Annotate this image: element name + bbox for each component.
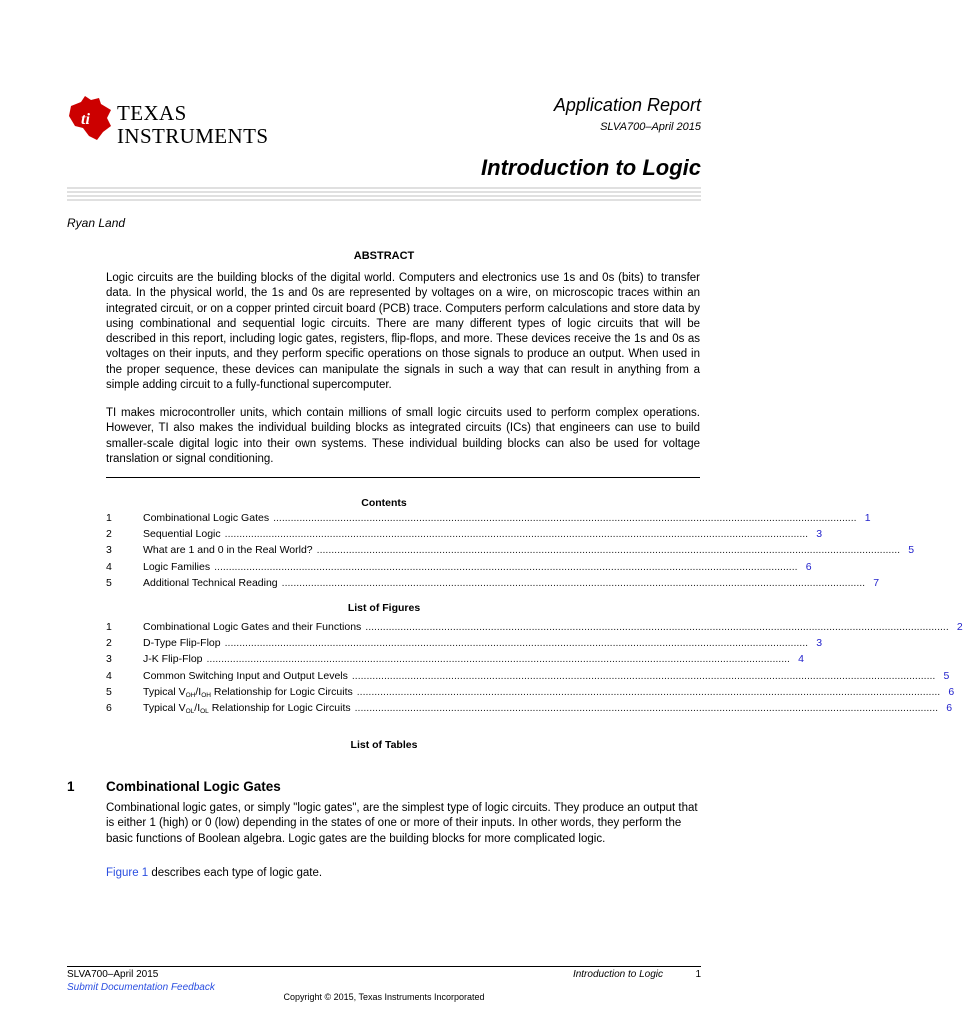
figure-item-label: J-K Flip-Flop <box>143 653 203 666</box>
tables-heading: List of Tables <box>350 739 418 751</box>
toc-item[interactable] <box>106 528 823 544</box>
toc-leader: ........................................................................................................................................................................................................ <box>281 576 866 589</box>
figure-item[interactable] <box>106 701 953 718</box>
figure-item-number: 1 <box>106 621 112 633</box>
figure-item-label: Common Switching Input and Output Levels <box>143 669 348 682</box>
toc-item-number: 1 <box>106 512 112 524</box>
divider <box>106 477 700 478</box>
toc-item-number: 2 <box>106 528 112 541</box>
label-subscript: OH <box>185 691 196 699</box>
doc-type: Application Report <box>553 95 701 115</box>
toc-item-label: Additional Technical Reading <box>143 576 278 589</box>
footer-title: Introduction to Logic <box>572 969 663 980</box>
section-title: Combinational Logic Gates <box>106 779 281 794</box>
toc-leader: ........................................................................................................................................................................................................ <box>356 685 941 698</box>
footer-page-number: 1 <box>695 969 701 980</box>
label-part: Typical V <box>143 701 186 714</box>
figure-item-page-link[interactable]: 4 <box>798 653 804 666</box>
figure-item-label: D-Type Flip-Flop <box>143 637 221 650</box>
toc-item-page-link[interactable]: 1 <box>864 512 871 524</box>
figures-heading: List of Figures <box>347 602 421 614</box>
toc-item[interactable] <box>106 544 915 560</box>
figure-link[interactable]: Figure 1 <box>106 867 149 879</box>
section-paragraph-1: Combinational logic gates, or simply "logic gates", are the simplest type of logic circuits. They produce an output that is either 1 (high) or 0 (low) depending in the states of one or more of their inputs. In other words, they perform the basic functions of Boolean algebra. Logic gates are the building blocks for more complicated logic. <box>106 802 698 845</box>
toc-item-page-link[interactable]: 5 <box>908 544 915 557</box>
abstract-paragraph-2: TI makes microcontroller units, which contain millions of small logic circuits used to perform complex operations. However, TI also makes the individual building blocks as integrated circuits (ICs) that engineers can use to build smaller-scale digital logic into their own systems. These individual building blocks can also be used for voltage translation or signal conditioning. <box>106 407 700 465</box>
label-part: /I <box>194 701 201 714</box>
toc-leader: ........................................................................................................................................................................................................ <box>365 621 949 633</box>
toc-item-label: Logic Families <box>143 560 211 573</box>
brand-line-1: TEXAS <box>117 101 187 125</box>
figure-item-number: 3 <box>106 653 112 666</box>
figure-item-label <box>143 702 351 715</box>
toc-leader: ........................................................................................................................................................................................................ <box>224 528 809 541</box>
section-paragraph-2-text: describes each type of logic gate. <box>148 867 323 879</box>
toc-item-number: 5 <box>106 576 112 589</box>
toc-item[interactable] <box>106 512 871 528</box>
section-paragraph-2 <box>106 867 322 879</box>
figure-item-label <box>143 686 353 699</box>
figures-list <box>106 621 963 718</box>
figure-item[interactable] <box>106 653 804 669</box>
figure-item[interactable] <box>106 637 823 653</box>
figure-item[interactable] <box>106 685 955 702</box>
figure-item-number: 2 <box>106 637 112 650</box>
toc-item-page-link[interactable]: 7 <box>873 576 880 589</box>
toc-item-page-link[interactable]: 6 <box>805 560 812 573</box>
doc-id: SLVA700–April 2015 <box>600 121 701 133</box>
ti-logo-icon <box>67 96 115 140</box>
figure-item-page-link[interactable]: 3 <box>816 637 823 650</box>
contents-list <box>106 512 915 593</box>
toc-item-label: Sequential Logic <box>143 528 221 541</box>
toc-leader: ........................................................................................................................................................................................................ <box>316 544 901 557</box>
figure-item-number: 4 <box>106 669 112 682</box>
section-number: 1 <box>67 779 75 794</box>
figure-item-label: Combinational Logic Gates and their Functions <box>143 621 362 633</box>
figure-item-page-link[interactable]: 2 <box>956 621 963 633</box>
figure-item-number: 6 <box>106 701 112 714</box>
toc-item-label: Combinational Logic Gates <box>143 512 270 524</box>
label-subscript: OH <box>201 691 211 699</box>
figure-item-page-link[interactable]: 6 <box>948 685 955 698</box>
toc-item-number: 3 <box>106 544 112 557</box>
toc-item-page-link[interactable]: 3 <box>816 528 823 541</box>
footer-doc-id: SLVA700–April 2015 <box>67 969 159 980</box>
toc-leader: ........................................................................................................................................................................................................ <box>351 669 936 682</box>
figure-item-number: 5 <box>106 685 112 698</box>
toc-item-label: What are 1 and 0 in the Real World? <box>143 544 313 557</box>
svg-text:ti: ti <box>81 111 90 128</box>
toc-item[interactable] <box>106 560 812 577</box>
toc-leader: ........................................................................................................................................................................................................ <box>224 637 809 650</box>
figure-item-page-link[interactable]: 5 <box>943 669 950 682</box>
label-part: Relationship for Logic Circuits <box>210 685 353 698</box>
brand-line-2: INSTRUMENTS <box>117 124 269 148</box>
toc-leader: ........................................................................................................................................................................................................ <box>214 560 798 573</box>
figure-item[interactable] <box>106 669 950 686</box>
toc-leader: ........................................................................................................................................................................................................ <box>206 653 790 666</box>
abstract-heading: ABSTRACT <box>353 250 415 262</box>
author: Ryan Land <box>67 216 126 230</box>
label-subscript: OL <box>185 707 195 715</box>
figure-item-page-link[interactable]: 6 <box>946 701 953 714</box>
page-title: Introduction to Logic <box>481 155 701 180</box>
toc-leader: ........................................................................................................................................................................................................ <box>354 701 939 714</box>
toc-item[interactable] <box>106 576 880 593</box>
feedback-link[interactable]: Submit Documentation Feedback <box>67 982 215 993</box>
contents-heading: Contents <box>361 497 407 509</box>
toc-leader: ........................................................................................................................................................................................................ <box>273 512 857 524</box>
footer-rule <box>67 966 701 967</box>
copyright: Copyright © 2015, Texas Instruments Incorporated <box>283 992 485 1002</box>
label-part: /I <box>195 685 202 698</box>
figure-item[interactable] <box>106 621 963 637</box>
label-part: Relationship for Logic Circuits <box>208 701 351 714</box>
label-subscript: OL <box>200 707 209 715</box>
label-part: Typical V <box>143 685 186 698</box>
toc-item-number: 4 <box>106 560 112 573</box>
title-rule <box>67 187 701 207</box>
abstract-paragraph-1: Logic circuits are the building blocks of the digital world. Computers and electronics use 1s and 0s (bits) to transfer data. In the physical world, the 1s and 0s are represented by voltages on a wire, on microscopic traces within an integrated circuit, or on a copper printed circuit board (PCB) trace. Computers perform calculations and store data by using combinational and sequential logic circuits. There are many different types of logic circuits that will be described in this report, including logic gates, registers, flip-flops, and more. These devices receive the 1s and 0s as voltages on their inputs, and they perform specific operations on those signals to produce an output. When used in the proper sequence, these devices can manipulate the signals in such a way that can result in anything from a simple adding circuit to a fully-functional supercomputer. <box>106 272 700 392</box>
